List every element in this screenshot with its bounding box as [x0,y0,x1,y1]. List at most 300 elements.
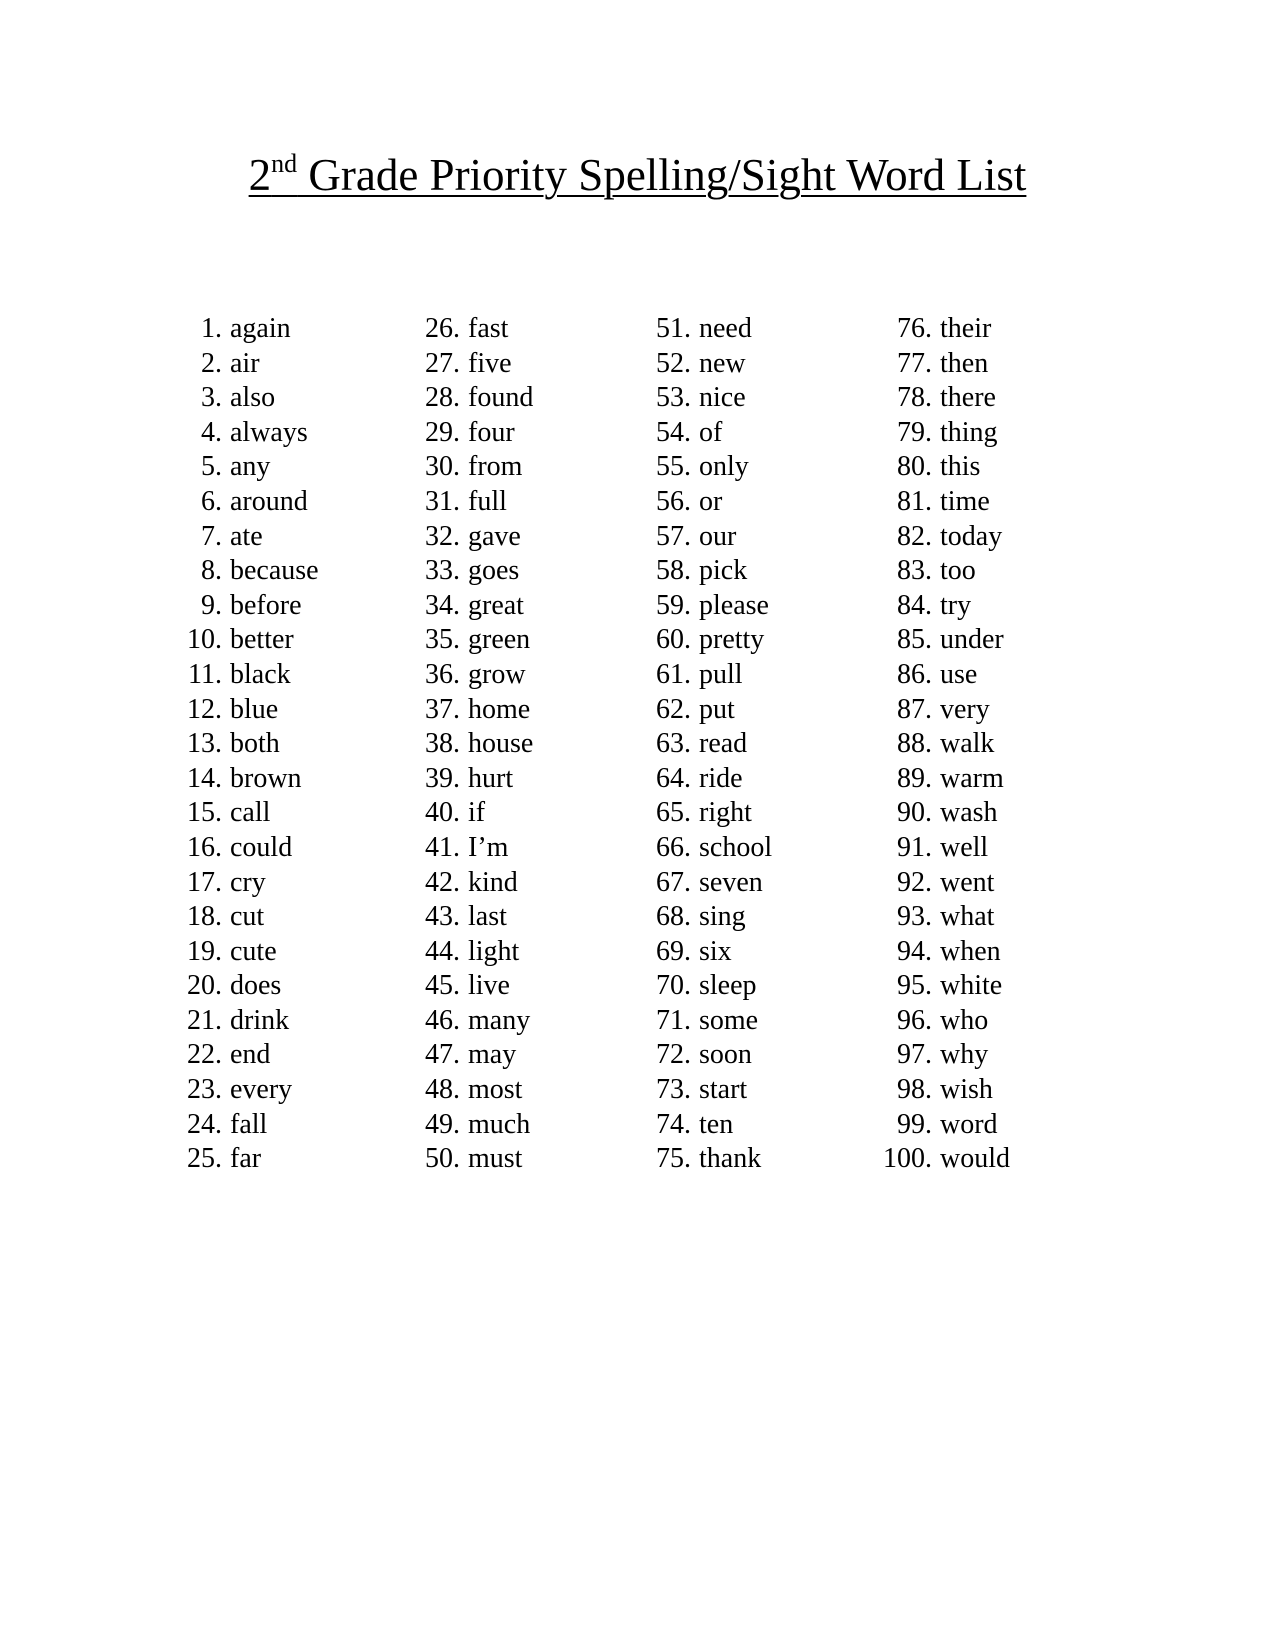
word-list-item [170,727,319,762]
word-number: 74. [656,1108,691,1140]
word-list-item [872,831,1010,866]
word-number: 72. [656,1039,691,1071]
word-number: 77. [897,347,932,379]
word-list-item [170,450,319,485]
word-list-item [639,693,772,728]
word-list-item [639,727,772,762]
word-number: 85. [897,624,932,656]
word-number: 15. [187,797,222,829]
word-text: white [940,970,1003,1002]
word-number: 24. [187,1108,222,1140]
word-list-item [872,727,1010,762]
word-list-item [639,520,772,555]
word-text: ten [699,1108,734,1140]
word-text: well [940,831,989,863]
word-text: try [940,589,972,621]
word-text: much [468,1108,531,1140]
word-number: 91. [897,831,932,863]
word-text: there [940,382,996,414]
word-text: when [940,935,1001,967]
word-list-item [639,831,772,866]
word-text: soon [699,1039,752,1071]
word-list-item [872,762,1010,797]
word-number: 31. [425,485,460,517]
word-number: 48. [425,1074,460,1106]
word-list-item [408,762,533,797]
word-text: then [940,347,989,379]
word-number: 47. [425,1039,460,1071]
word-number: 30. [425,451,460,483]
word-list-item [872,347,1010,382]
word-list-item [408,485,533,520]
word-list-item [170,762,319,797]
title-grade-number: 2 [248,150,272,200]
word-text: blue [230,693,279,725]
word-list-item [408,1142,533,1177]
word-column-4 [872,312,1010,1177]
word-list-item [639,554,772,589]
word-text: fast [468,313,509,344]
word-list-item [408,520,533,555]
word-list-item [170,1004,319,1039]
word-number: 16. [187,831,222,863]
word-text: cut [230,901,265,933]
word-text: call [230,797,271,829]
word-list-item [408,1004,533,1039]
word-list-item [408,866,533,901]
word-number: 73. [656,1074,691,1106]
word-text: before [230,589,302,621]
word-text: ride [699,762,743,794]
word-list-item [170,312,319,347]
word-list-item [639,658,772,693]
word-list-item [639,866,772,901]
word-number: 84. [897,589,932,621]
word-text: goes [468,555,520,587]
word-text: does [230,970,282,1002]
word-text: also [230,382,276,414]
word-text: from [468,451,523,483]
word-list-item [408,969,533,1004]
word-text: live [468,970,510,1002]
word-number: 66. [656,831,691,863]
word-text: who [940,1004,989,1036]
word-list-item [872,1004,1010,1039]
word-number: 8. [201,555,222,587]
word-number: 97. [897,1039,932,1071]
word-text: drink [230,1004,290,1036]
word-list-item [408,589,533,624]
word-list-item [408,900,533,935]
word-text: pull [699,658,743,690]
word-text: wish [940,1074,993,1106]
word-text: went [940,866,995,898]
word-number: 46. [425,1004,460,1036]
word-number: 21. [187,1004,222,1036]
word-text: sleep [699,970,757,1002]
word-number: 32. [425,520,460,552]
word-list-item [170,1108,319,1143]
word-list-item [170,520,319,555]
word-text: could [230,831,293,863]
word-number: 79. [897,416,932,448]
word-list-item [872,935,1010,970]
word-text: always [230,416,308,448]
word-list-item [639,935,772,970]
word-text: seven [699,866,763,898]
word-text: pick [699,555,748,587]
word-number: 27. [425,347,460,379]
word-number: 10. [187,624,222,656]
word-text: some [699,1004,759,1036]
word-number: 44. [425,935,460,967]
word-list-item [408,1073,533,1108]
word-number: 4. [201,416,222,448]
word-list-item [408,554,533,589]
word-list-item [872,381,1010,416]
word-text: great [468,589,524,621]
word-text: new [699,347,746,379]
word-text: last [468,901,507,933]
word-number: 43. [425,901,460,933]
word-list-item [639,1038,772,1073]
word-number: 100. [883,1143,932,1175]
word-text: any [230,451,271,483]
word-number: 55. [656,451,691,483]
word-number: 58. [656,555,691,587]
word-number: 64. [656,762,691,794]
word-number: 34. [425,589,460,621]
word-list-item [170,589,319,624]
word-text: ate [230,520,263,552]
word-list-item [872,796,1010,831]
word-list-item [170,416,319,451]
word-text: air [230,347,260,379]
word-text: most [468,1074,523,1106]
word-number: 71. [656,1004,691,1036]
word-text: gave [468,520,521,552]
word-list-item [872,1073,1010,1108]
word-list-item [170,796,319,831]
word-list-item [872,900,1010,935]
word-list-item [872,1142,1010,1177]
word-text: cute [230,935,277,967]
word-text: pretty [699,624,765,656]
word-number: 19. [187,935,222,967]
word-column-1 [170,312,319,1177]
word-list-item [639,1142,772,1177]
word-list-item [639,312,772,347]
word-list-item [639,416,772,451]
word-number: 2. [201,347,222,379]
word-list-item [872,693,1010,728]
word-list-item [872,312,1010,347]
word-list-item [170,866,319,901]
word-number: 76. [897,313,932,344]
word-number: 23. [187,1074,222,1106]
word-number: 63. [656,728,691,760]
word-text: our [699,520,737,552]
word-text: four [468,416,515,448]
word-text: both [230,728,280,760]
word-list-item [872,1108,1010,1143]
word-text: fall [230,1108,268,1140]
word-list-item [170,831,319,866]
word-text: school [699,831,773,863]
word-number: 54. [656,416,691,448]
word-text: I’m [468,831,509,863]
word-text: why [940,1039,989,1071]
word-text: under [940,624,1004,656]
word-text: warm [940,762,1004,794]
word-list-item [170,381,319,416]
word-text: around [230,485,308,517]
word-number: 22. [187,1039,222,1071]
word-text: thing [940,416,998,448]
word-number: 83. [897,555,932,587]
word-text: kind [468,866,518,898]
word-list-item [408,1038,533,1073]
word-number: 65. [656,797,691,829]
word-text: because [230,555,319,587]
word-number: 51. [656,313,691,344]
word-number: 37. [425,693,460,725]
word-number: 1. [201,313,222,344]
word-text: light [468,935,520,967]
word-list-item [170,485,319,520]
word-list-item [170,658,319,693]
word-number: 56. [656,485,691,517]
word-number: 78. [897,382,932,414]
word-number: 88. [897,728,932,760]
word-number: 33. [425,555,460,587]
word-list-item [872,1038,1010,1073]
word-text: put [699,693,735,725]
word-list-item [170,935,319,970]
word-number: 11. [188,658,222,690]
word-list-item [170,1038,319,1073]
word-list-item [639,623,772,658]
word-number: 67. [656,866,691,898]
word-text: if [468,797,486,829]
word-number: 92. [897,866,932,898]
word-list-item [872,589,1010,624]
word-number: 45. [425,970,460,1002]
word-list-item [639,1108,772,1143]
word-text: need [699,313,752,344]
word-list-item [872,450,1010,485]
word-list-item [639,762,772,797]
word-number: 62. [656,693,691,725]
word-list-item [872,520,1010,555]
word-text: use [940,658,978,690]
word-list-item [639,1073,772,1108]
word-number: 98. [897,1074,932,1106]
word-text: nice [699,382,746,414]
word-number: 36. [425,658,460,690]
word-text: very [940,693,990,725]
word-list-item [639,589,772,624]
word-text: or [699,485,723,517]
word-text: please [699,589,769,621]
word-number: 39. [425,762,460,794]
word-text: cry [230,866,266,898]
word-text: better [230,624,294,656]
word-text: time [940,485,990,517]
word-number: 93. [897,901,932,933]
word-number: 50. [425,1143,460,1175]
word-number: 29. [425,416,460,448]
word-number: 49. [425,1108,460,1140]
word-list-item [408,935,533,970]
word-number: 26. [425,313,460,344]
word-text: again [230,313,291,344]
word-list-item [872,623,1010,658]
word-number: 87. [897,693,932,725]
word-number: 81. [897,485,932,517]
word-number: 9. [201,589,222,621]
word-text: end [230,1039,271,1071]
word-number: 75. [656,1143,691,1175]
word-list-item [639,1004,772,1039]
word-text: brown [230,762,302,794]
word-list-item [639,450,772,485]
word-number: 89. [897,762,932,794]
word-text: six [699,935,732,967]
word-column-3 [639,312,772,1177]
word-number: 80. [897,451,932,483]
word-number: 95. [897,970,932,1002]
word-number: 82. [897,520,932,552]
word-list-item [408,381,533,416]
word-list-item [408,796,533,831]
word-number: 70. [656,970,691,1002]
word-number: 59. [656,589,691,621]
word-number: 57. [656,520,691,552]
word-list-item [408,831,533,866]
word-list-item [170,623,319,658]
word-list-item [170,900,319,935]
word-number: 28. [425,382,460,414]
word-number: 35. [425,624,460,656]
word-text: far [230,1143,262,1175]
word-list-item [639,900,772,935]
word-list-item [408,416,533,451]
word-text: house [468,728,534,760]
word-text: of [699,416,723,448]
word-text: found [468,382,534,414]
title-main-text: Grade Priority Spelling/Sight Word List [297,150,1027,200]
word-number: 7. [201,520,222,552]
word-list-item [408,1108,533,1143]
word-list-item [170,1073,319,1108]
word-number: 14. [187,762,222,794]
word-text: green [468,624,531,656]
word-number: 17. [187,866,222,898]
word-list-item [408,727,533,762]
word-list-item [639,969,772,1004]
word-list-item [408,312,533,347]
word-number: 52. [656,347,691,379]
word-number: 90. [897,797,932,829]
word-list-item [408,347,533,382]
word-text: may [468,1039,517,1071]
word-number: 38. [425,728,460,760]
word-text: thank [699,1143,762,1175]
word-number: 99. [897,1108,932,1140]
word-text: hurt [468,762,514,794]
word-number: 20. [187,970,222,1002]
word-number: 94. [897,935,932,967]
word-list-item [872,969,1010,1004]
word-text: home [468,693,531,725]
word-text: walk [940,728,995,760]
word-text: their [940,313,992,344]
title-ordinal-suffix: nd [271,149,298,178]
word-number: 12. [187,693,222,725]
word-list-item [639,347,772,382]
word-text: five [468,347,512,379]
word-text: what [940,901,995,933]
word-number: 41. [425,831,460,863]
word-text: black [230,658,291,690]
word-number: 13. [187,728,222,760]
word-number: 68. [656,901,691,933]
word-list-item [639,796,772,831]
word-column-2 [408,312,533,1177]
word-list-item [408,623,533,658]
word-list-item [170,1142,319,1177]
word-number: 5. [201,451,222,483]
word-list-item [408,658,533,693]
word-text: word [940,1108,998,1140]
word-number: 86. [897,658,932,690]
word-text: every [230,1074,293,1106]
word-list-item [408,450,533,485]
word-number: 42. [425,866,460,898]
word-text: grow [468,658,526,690]
title-text-wrapper [249,150,1027,200]
word-list-item [639,381,772,416]
word-text: today [940,520,1003,552]
word-text: too [940,555,976,587]
word-list-item [872,554,1010,589]
word-number: 6. [201,485,222,517]
word-text: full [468,485,507,517]
word-list-item [872,866,1010,901]
word-number: 60. [656,624,691,656]
word-text: right [699,797,752,829]
word-list-item [408,693,533,728]
word-number: 69. [656,935,691,967]
word-text: wash [940,797,998,829]
word-text: many [468,1004,531,1036]
page-title [0,148,1275,202]
word-text: this [940,451,981,483]
word-text: start [699,1074,748,1106]
word-list [0,312,1275,1192]
word-text: must [468,1143,523,1175]
word-list-item [872,416,1010,451]
word-number: 25. [187,1143,222,1175]
word-number: 53. [656,382,691,414]
word-number: 18. [187,901,222,933]
word-number: 61. [656,658,691,690]
word-number: 40. [425,797,460,829]
word-list-item [639,485,772,520]
word-list-item [170,347,319,382]
word-list-item [170,554,319,589]
